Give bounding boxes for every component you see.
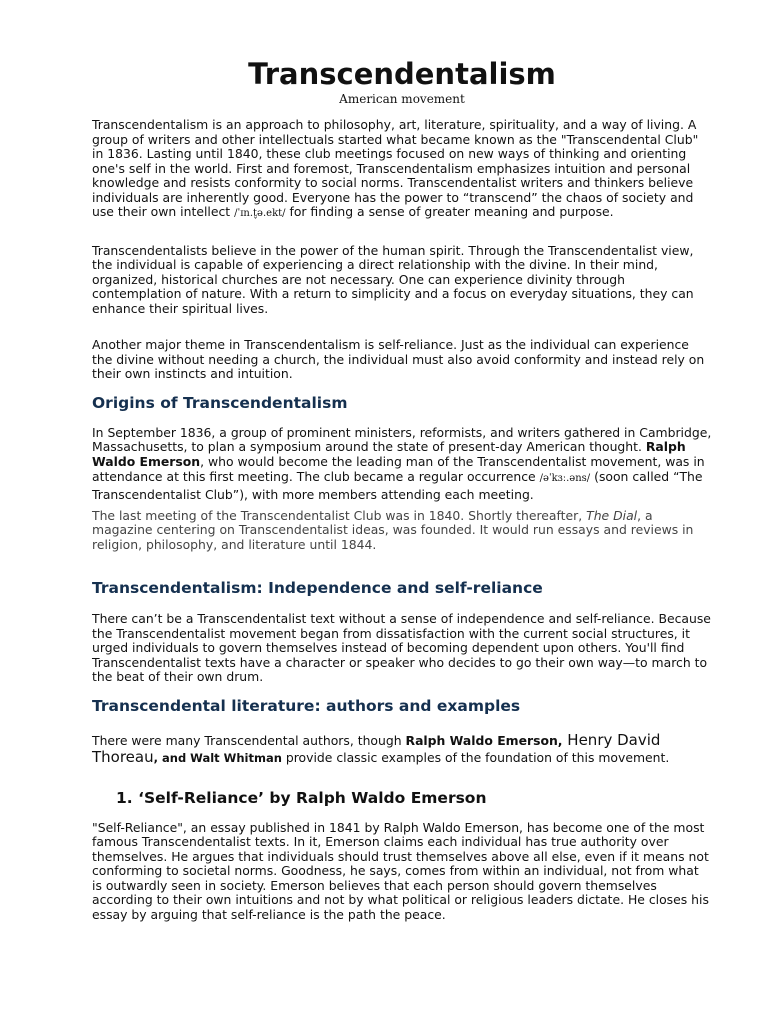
origins-p1-ipa: /əˈkɜː.əns/ (539, 473, 591, 484)
literature-paragraph (92, 732, 712, 767)
origins-p2-text-a: The last meeting of the Transcendentalist Club was in 1840. Shortly thereafter, (92, 507, 587, 523)
origins-p2-text-b: , a magazine centering on Transcendentalist ideas, was founded. It would run essays and reviews in religion, philosophy, and literature until 1844. (92, 507, 694, 552)
intro-p1-ipa: /ˈɪn.t̬ə.ekt/ (234, 208, 286, 219)
origins-p1-text-a: In September 1836, a group of prominent ministers, reformists, and writers gathered in Cambridge, Massachusetts, to plan a symposium around the state of present-day American thought. (92, 424, 712, 454)
origins-p1-text-b: , who would become the leading man of the Transcendentalist movement, was in attendance at this first meeting. The club became a regular occurrence (92, 453, 705, 484)
document-content (92, 55, 712, 922)
literature-p1-text-a: There were many Transcendental authors, though (92, 732, 406, 748)
intro-paragraph-1 (92, 118, 712, 222)
origins-paragraph-1 (92, 426, 712, 503)
literature-p1-bold-1: Ralph Waldo Emerson, (405, 732, 563, 748)
origins-p2-italic: The Dial (586, 507, 638, 523)
origins-paragraph-2 (92, 509, 712, 553)
literature-heading: Transcendental literature: authors and examples (92, 696, 521, 715)
origins-p1-bold: Ralph Waldo Emerson (92, 439, 686, 469)
self-reliance-heading: 1. ‘Self-Reliance’ by Ralph Waldo Emerson (116, 788, 487, 807)
literature-p1-bold-2: , and Walt Whitman (153, 750, 282, 765)
intro-p1-text-b: for finding a sense of greater meaning and purpose. (285, 204, 614, 219)
self-reliance-paragraph: "Self-Reliance", an essay published in 1841 by Ralph Waldo Emerson, has become one of the most famous Transcendentalist texts. In it, Emerson claims each individual has true authority over themselves. He argues that individuals should trust themselves above all else, even if it means not conforming to societal norms. Goodness, he says, comes from within an individual, not from what is outwardly seen in society. Emerson believes that each person should govern themselves according to their own intuitions and not by what political or religious leaders dictate. He closes his essay by arguing that self-reliance is the path the peace. (92, 819, 709, 922)
origins-heading: Origins of Transcendentalism (92, 393, 348, 412)
intro-paragraph-2: Transcendentalists believe in the power of the human spirit. Through the Transcendentalist view, the individual is capable of experiencing a direct relationship with the divine. In their mind, organized, historical churches are not necessary. One can experience divinity through contemplation of nature. With a return to simplicity and a focus on everyday situations, they can enhance their spiritual lives. (92, 242, 694, 316)
literature-p1-big: Henry David Thoreau (92, 730, 661, 766)
document-subtitle: American movement (339, 92, 465, 106)
intro-p1-text-a: Transcendentalism is an approach to philosophy, art, literature, spirituality, and a way of living. A group of writers and other intellectuals started what became known as the "Transcendental Club" in 1836. Lasting until 1840, these club meetings focused on new ways of thinking and orienting one's self in the world. First and foremost, Transcendentalism emphasizes intuition and personal knowledge and resists conformity to social norms. Transcendentalist writers and thinkers believe individuals are inherently good. Everyone has the power to “transcend” the chaos of society and use their own intellect (92, 117, 699, 219)
origins-p1-text-c: (soon called “The Transcendentalist Club”), with more members attending each meeting. (92, 469, 703, 502)
independence-paragraph: There can’t be a Transcendentalist text without a sense of independence and self-reliance. Because the Transcendentalist movement began from dissatisfaction with the current social structures, it urged individuals to govern themselves instead of becoming dependent upon others. You'll find Transcendentalist texts have a character or speaker who decides to go their own way—to march to the beat of their own drum. (92, 611, 711, 684)
literature-p1-text-b: provide classic examples of the foundation of this movement. (281, 749, 670, 765)
intro-paragraph-3: Another major theme in Transcendentalism is self-reliance. Just as the individual can experience the divine without needing a church, the individual must also avoid conformity and instead rely on their own instincts and intuition. (92, 337, 705, 381)
document-title: Transcendentalism (248, 57, 556, 91)
independence-heading: Transcendentalism: Independence and self-reliance (92, 579, 543, 597)
